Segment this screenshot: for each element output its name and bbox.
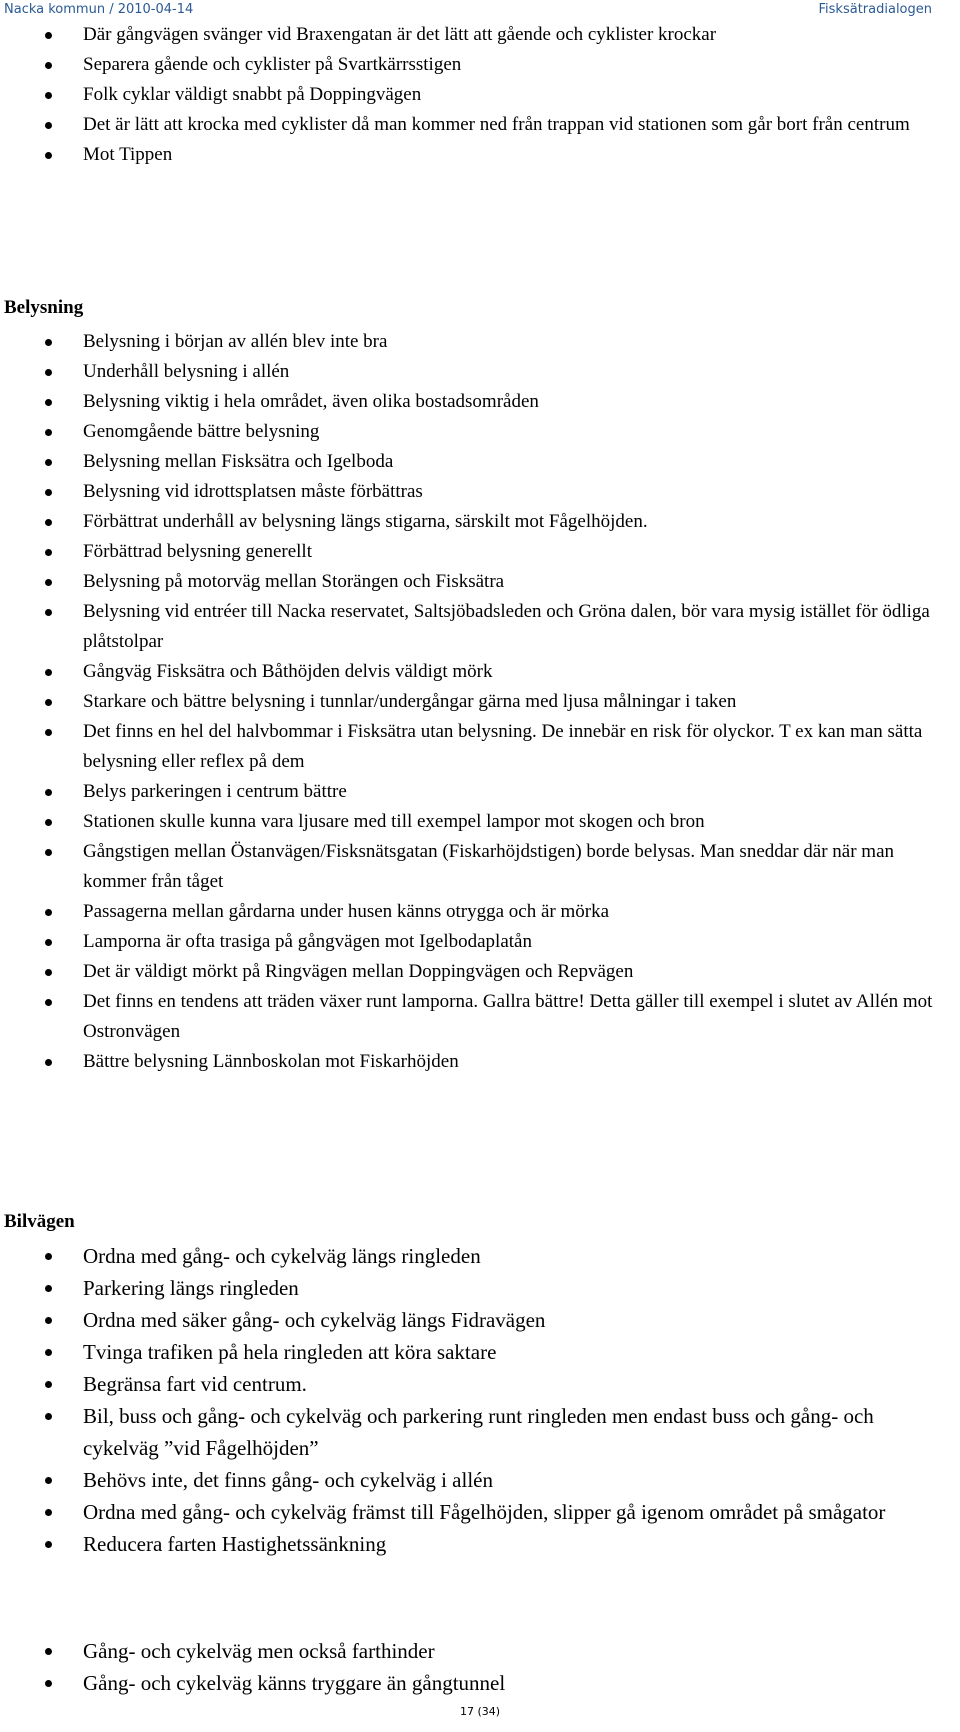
list-item: Det finns en hel del halvbommar i Fisksätra utan belysning. De innebär en risk för olyckor. T ex kan man sätta belysning eller reflex på dem [0, 717, 940, 777]
list-item: Bättre belysning Lännboskolan mot Fiskarhöjden [0, 1047, 940, 1077]
section-heading-bilvagen: Bilvägen [4, 1211, 75, 1232]
list-item: Förbättrat underhåll av belysning längs stigarna, särskilt mot Fågelhöjden. [0, 507, 940, 537]
list-item: Gångstigen mellan Östanvägen/Fisksnätsgatan (Fiskarhöjdstigen) borde belysas. Man sneddar där när man kommer från tåget [0, 837, 940, 897]
list-item: Underhåll belysning i allén [0, 357, 940, 387]
list-item: Det finns en tendens att träden växer runt lamporna. Gallra bättre! Detta gäller till exempel i slutet av Allén mot Ostronvägen [0, 987, 940, 1047]
list-item: Belysning mellan Fisksätra och Igelboda [0, 447, 940, 477]
list-item: Separera gående och cyklister på Svartkärrsstigen [0, 50, 940, 80]
page-number: 17 (34) [459, 1705, 501, 1718]
list-item: Där gångvägen svänger vid Braxengatan är det lätt att gående och cyklister krockar [0, 20, 940, 50]
list-item: Starkare och bättre belysning i tunnlar/undergångar gärna med ljusa målningar i taken [0, 687, 940, 717]
list-item: Gång- och cykelväg känns tryggare än gångtunnel [0, 1667, 940, 1699]
bilvagen-list [0, 1240, 940, 1560]
list-item: Förbättrad belysning generellt [0, 537, 940, 567]
header-project-title: Fisksätradialogen [818, 2, 932, 17]
list-item: Det är väldigt mörkt på Ringvägen mellan Doppingvägen och Repvägen [0, 957, 940, 987]
list-item: Mot Tippen [0, 140, 940, 170]
bilvagen-list-continued [0, 1635, 940, 1699]
list-item: Ordna med gång- och cykelväg längs ringleden [0, 1240, 940, 1272]
list-item: Begränsa fart vid centrum. [0, 1368, 940, 1400]
list-item: Reducera farten Hastighetssänkning [0, 1528, 940, 1560]
list-item: Belysning vid entréer till Nacka reservatet, Saltsjöbadsleden och Gröna dalen, bör vara mysig istället för ödliga plåtstolpar [0, 597, 940, 657]
list-item: Gångväg Fisksätra och Båthöjden delvis väldigt mörk [0, 657, 940, 687]
list-item: Belysning på motorväg mellan Storängen och Fisksätra [0, 567, 940, 597]
list-item: Ordna med säker gång- och cykelväg längs Fidravägen [0, 1304, 940, 1336]
list-item: Genomgående bättre belysning [0, 417, 940, 447]
list-item: Stationen skulle kunna vara ljusare med till exempel lampor mot skogen och bron [0, 807, 940, 837]
list-item: Tvinga trafiken på hela ringleden att köra saktare [0, 1336, 940, 1368]
belysning-list [0, 327, 940, 1077]
list-item: Passagerna mellan gårdarna under husen känns otrygga och är mörka [0, 897, 940, 927]
list-item: Belysning viktig i hela området, även olika bostadsområden [0, 387, 940, 417]
list-item: Gång- och cykelväg men också farthinder [0, 1635, 940, 1667]
section-heading-belysning: Belysning [4, 297, 84, 318]
list-item: Behövs inte, det finns gång- och cykelväg i allén [0, 1464, 940, 1496]
list-item: Ordna med gång- och cykelväg främst till Fågelhöjden, slipper gå igenom området på smågator [0, 1496, 940, 1528]
list-item: Lamporna är ofta trasiga på gångvägen mot Igelbodaplatån [0, 927, 940, 957]
header-org-date: Nacka kommun / 2010-04-14 [4, 2, 194, 17]
list-item: Belysning i början av allén blev inte bra [0, 327, 940, 357]
intro-list [0, 20, 940, 170]
list-item: Det är lätt att krocka med cyklister då man kommer ned från trappan vid stationen som går bort från centrum [0, 110, 940, 140]
list-item: Belysning vid idrottsplatsen måste förbättras [0, 477, 940, 507]
page-header [0, 0, 960, 22]
list-item: Parkering längs ringleden [0, 1272, 940, 1304]
list-item: Folk cyklar väldigt snabbt på Doppingvägen [0, 80, 940, 110]
list-item: Bil, buss och gång- och cykelväg och parkering runt ringleden men endast buss och gång- och cykelväg ”vid Fågelhöjden” [0, 1400, 940, 1464]
list-item: Belys parkeringen i centrum bättre [0, 777, 940, 807]
